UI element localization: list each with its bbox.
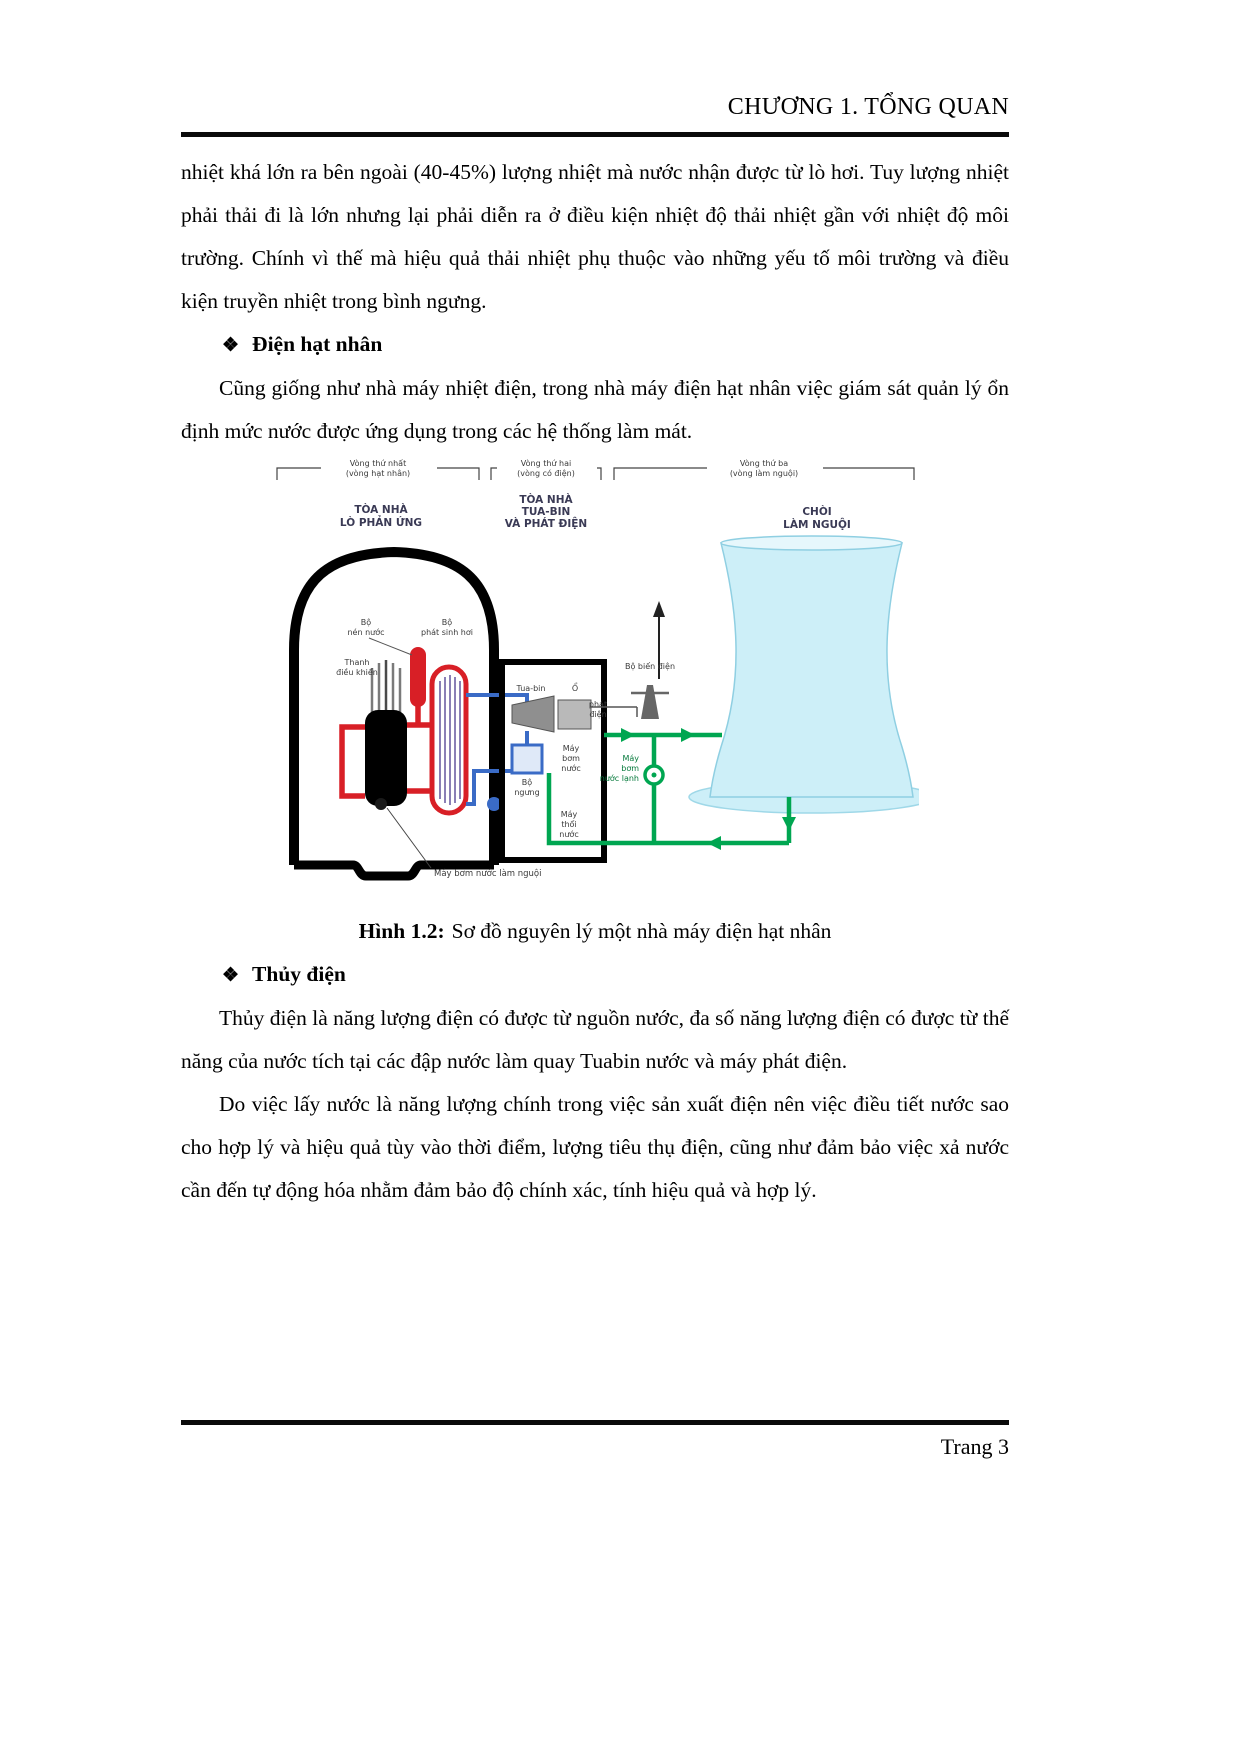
cooling-water-pump-dot xyxy=(652,773,657,778)
turbine-building-label-line3: VÀ PHÁT ĐIỆN xyxy=(504,518,588,530)
feedpump-label-line3: nước xyxy=(559,830,579,839)
control-rods-label-line2: điều khiển xyxy=(336,668,378,677)
control-rods-label-line1: Thanh xyxy=(344,658,370,667)
page-number: Trang 3 xyxy=(940,1434,1009,1459)
loop3-label-line2: (vòng làm nguội) xyxy=(729,469,799,478)
bullet-dien-hat-nhan xyxy=(181,323,1009,367)
footer-rule xyxy=(181,1420,1009,1425)
loop2-label-line2: (vòng có điện) xyxy=(517,469,575,478)
cooling-tower-label-line2: LÀM NGUỘI xyxy=(783,519,851,531)
diamond-bullet-icon: ❖ xyxy=(222,335,240,356)
pressurizer xyxy=(410,647,426,707)
coolpump-label-line3: nước lạnh xyxy=(599,774,639,783)
reactor-building-label-line2: LÒ PHẢN ỨNG xyxy=(339,517,423,529)
flow-arrow-icon xyxy=(782,817,796,831)
generator-label-line2: phát xyxy=(588,700,608,709)
transformer-label: Bộ biến điện xyxy=(624,662,676,671)
flow-arrow-icon xyxy=(681,728,695,742)
figure-caption xyxy=(181,910,1009,953)
pressurizer-label-line1: Bộ xyxy=(360,618,372,627)
figure-caption-number: Hình 1.2: xyxy=(358,919,445,943)
flow-arrow-icon xyxy=(707,836,721,850)
paragraph-2: Cũng giống như nhà máy nhiệt điện, trong nhà máy điện hạt nhân việc giám sát quản lý ổn định mức nước được ứng dụng trong các hệ thống làm mát. xyxy=(181,376,1009,443)
pressurizer-label-line2: nén nước xyxy=(347,628,385,637)
coolpump-label-line1: Máy xyxy=(622,754,639,763)
generator-label-line3: điện xyxy=(589,710,607,719)
turbine-label: Tua-bin xyxy=(516,684,546,693)
page-body xyxy=(181,151,1009,1212)
chapter-header: CHƯƠNG 1. TỔNG QUAN xyxy=(727,94,1009,120)
condenser-label-line1: Bộ xyxy=(521,778,533,787)
pump-label-line2: bơm xyxy=(562,754,580,763)
paragraph-4: Do việc lấy nước là năng lượng chính trong việc sản xuất điện nên việc điều tiết nước sao cho hợp lý và hiệu quả tùy vào thời điểm, lượng tiêu thụ điện, cũng như đảm bảo việc xả nước cần đến tự động hóa nhằm đảm bảo độ chính xác, tính hiệu quả và hợp lý. xyxy=(181,1092,1009,1202)
header-rule xyxy=(181,132,1009,137)
feedwater-pump xyxy=(487,797,501,811)
coolant-pump-label: Máy bơm nước làm nguội xyxy=(434,869,542,879)
nuclear-plant-schematic xyxy=(269,455,919,895)
bullet-label: Thủy điện xyxy=(252,962,346,986)
steam-generator-label-line1: Bộ xyxy=(441,618,453,627)
pump-label-line3: nước xyxy=(561,764,581,773)
condenser-label-line2: ngưng xyxy=(514,788,540,797)
cooling-tower-label-line1: CHÒI xyxy=(802,506,832,518)
turbine-building-label-line2: TUA-BIN xyxy=(521,506,571,518)
loop1-label-line1: Vòng thứ nhất xyxy=(349,459,407,468)
paragraph-1: nhiệt khá lớn ra bên ngoài (40-45%) lượng nhiệt mà nước nhận được từ lò hơi. Tuy lượng nhiệt phải thải đi là lớn nhưng lại phải diễn ra ở điều kiện nhiệt độ thải nhiệt gần với nhiệt độ môi trường. Chính vì thế mà hiệu quả thải nhiệt phụ thuộc vào những yếu tố môi trường và điều kiện truyền nhiệt trong bình ngưng. xyxy=(181,160,1009,313)
generator xyxy=(558,700,591,729)
pressurizer-leader-line xyxy=(369,638,412,655)
cooling-tower xyxy=(689,536,919,813)
condenser xyxy=(512,745,542,773)
reactor-building-label-line1: TÒA NHÀ xyxy=(354,504,408,516)
bottom-leader-line xyxy=(387,808,431,868)
loop1-label-line2: (vòng hạt nhân) xyxy=(345,469,411,478)
turbine-building-label-line1: TÒA NHÀ xyxy=(519,494,573,506)
diamond-bullet-icon: ❖ xyxy=(222,965,240,986)
generator-label-line1: Ổ xyxy=(571,684,579,693)
coolpump-label-line2: bơm xyxy=(621,764,639,773)
feedpump-label-line2: thổi xyxy=(561,820,577,829)
steam-generator xyxy=(432,667,466,813)
bullet-thuy-dien xyxy=(181,953,1009,997)
loop3-label-line1: Vòng thứ ba xyxy=(739,459,789,468)
paragraph-3: Thủy điện là năng lượng điện có được từ nguồn nước, đa số năng lượng điện có được từ thế năng của nước tích tại các đập nước làm quay Tuabin nước và máy phát điện. xyxy=(181,1006,1009,1073)
figure-nuclear-plant-diagram xyxy=(269,455,919,910)
reactor-vessel xyxy=(365,660,407,810)
turbine xyxy=(512,696,554,732)
pump-label-line1: Máy xyxy=(562,744,580,753)
steam-generator-label-line2: phát sinh hơi xyxy=(421,628,473,637)
bullet-label: Điện hạt nhân xyxy=(252,332,383,356)
flow-arrow-icon xyxy=(621,728,635,742)
figure-caption-text: Sơ đồ nguyên lý một nhà máy điện hạt nhân xyxy=(451,919,832,943)
loop2-label-line1: Vòng thứ hai xyxy=(520,459,572,468)
power-arrow-icon xyxy=(653,601,665,617)
feedpump-label-line1: Máy xyxy=(560,810,578,819)
